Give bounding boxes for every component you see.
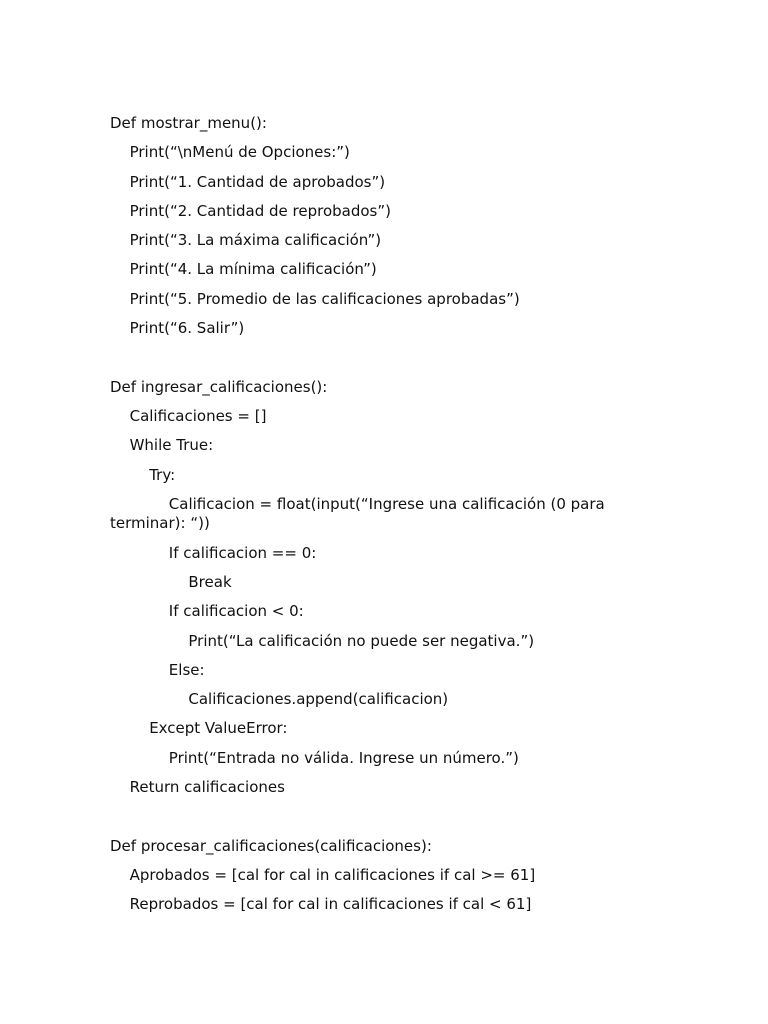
- code-line: Else:: [168, 660, 205, 679]
- code-line: Reprobados = [cal for cal in calificaciones if cal < 61]: [129, 895, 532, 914]
- code-line: Return calificaciones: [129, 778, 285, 797]
- code-line: Print(“4. La mínima calificación”): [129, 260, 377, 279]
- code-line: Calificaciones.append(calificacion): [188, 690, 449, 709]
- code-line: Except ValueError:: [149, 719, 288, 738]
- code-line: Def procesar_calificaciones(calificaciones):: [110, 836, 432, 855]
- code-line: Print(“2. Cantidad de reprobados”): [129, 201, 391, 220]
- code-line: If calificacion < 0:: [168, 602, 304, 621]
- code-line: Def mostrar_menu():: [110, 114, 267, 132]
- code-line: While True:: [129, 436, 214, 455]
- code-line: Print(“Entrada no válida. Ingrese un número.”): [168, 748, 519, 767]
- code-line: Print(“6. Salir”): [129, 319, 245, 338]
- blank-line: [110, 807, 640, 827]
- code-line: Break: [188, 572, 232, 591]
- code-line: Print(“\nMenú de Opciones:”): [129, 143, 350, 162]
- document-body: [110, 114, 640, 925]
- code-line: Print(“La calificación no puede ser negativa.”): [188, 631, 535, 650]
- code-line: Print(“1. Cantidad de aprobados”): [129, 172, 386, 191]
- code-line: Try:: [149, 465, 176, 484]
- code-line: Print(“3. La máxima calificación”): [129, 231, 382, 250]
- code-line: Aprobados = [cal for cal in calificaciones if cal >= 61]: [129, 865, 536, 884]
- code-line: Calificaciones = []: [129, 406, 267, 425]
- code-line-wrapped: Calificacion = float(input(“Ingrese una calificación (0 para terminar): “)): [110, 494, 605, 533]
- code-line: If calificacion == 0:: [168, 543, 317, 562]
- code-line: Print(“5. Promedio de las calificaciones aprobadas”): [129, 289, 520, 308]
- blank-line: [110, 348, 640, 368]
- code-line: Def ingresar_calificaciones():: [110, 377, 328, 396]
